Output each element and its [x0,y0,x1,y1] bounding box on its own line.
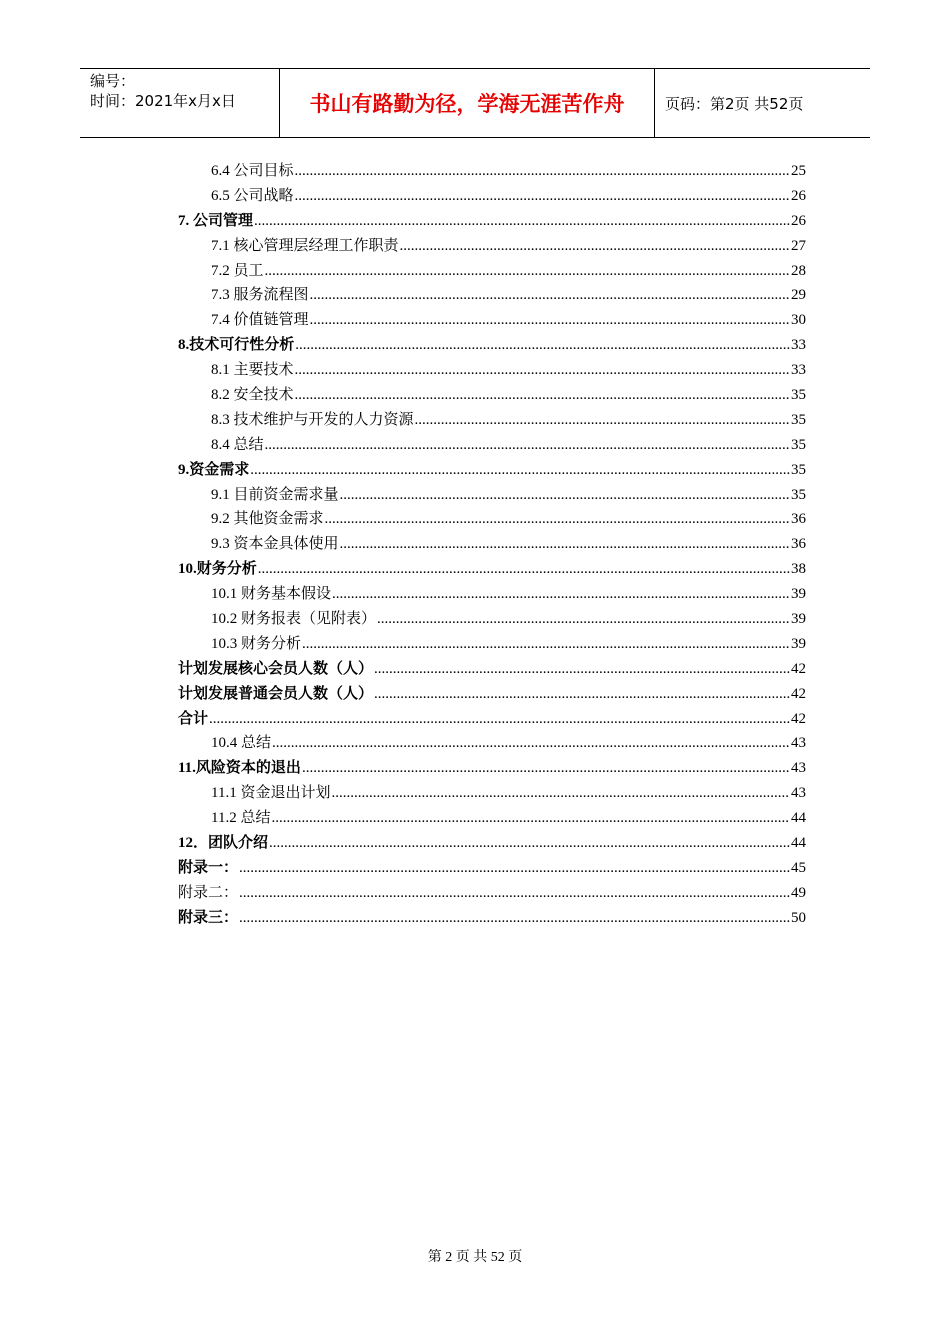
toc-entry-page: 39 [791,635,806,652]
toc-entry[interactable] [178,184,806,209]
toc-entry-title: 7.3 服务流程图 [211,287,309,304]
toc-entry-title: 9.3 资本金具体使用 [211,536,339,553]
toc-entry-page: 30 [791,312,806,329]
toc-entry-title: 附录三： [178,909,239,926]
toc-entry[interactable] [178,781,806,806]
toc-entry-title: 6.5 公司战略 [211,187,294,204]
toc-entry[interactable] [178,507,806,532]
toc-entry[interactable] [178,383,806,408]
toc-entry-page: 35 [791,436,806,453]
toc-entry-page: 29 [791,287,806,304]
document-time-label: 时间：2021年x月x日 [90,92,236,110]
toc-entry-title: 8.技术可行性分析 [178,337,295,354]
toc-entry[interactable] [178,333,806,358]
toc-entry[interactable] [178,707,806,732]
toc-entry-title: 10.2 财务报表（见附表） [211,611,377,628]
toc-entry-page: 25 [791,163,806,179]
toc-leader-dots [295,333,790,358]
toc-entry-page: 39 [791,586,806,603]
toc-entry-page: 26 [791,187,806,204]
toc-entry-page: 49 [791,884,806,901]
page-header [80,68,870,138]
toc-entry[interactable] [178,408,806,433]
toc-entry-title: 附录一： [178,859,239,876]
toc-entry-page: 35 [791,411,806,428]
toc-entry-title: 计划发展核心会员人数（人） [178,660,374,677]
toc-entry[interactable] [178,806,806,831]
toc-entry-page: 42 [791,660,806,677]
header-meta [80,69,280,137]
toc-leader-dots [377,607,790,632]
toc-entry-title: 9.2 其他资金需求 [211,511,324,528]
toc-entry-title: 11.1 资金退出计划 [211,785,331,802]
toc-entry-title: 10.1 财务基本假设 [211,586,332,603]
toc-entry-page: 36 [791,536,806,553]
toc-entry-page: 42 [791,685,806,702]
toc-leader-dots [265,433,790,458]
toc-entry-title: 10.财务分析 [178,561,257,578]
toc-leader-dots [400,234,790,259]
toc-entry-page: 27 [791,237,806,254]
toc-entry-page: 35 [791,486,806,503]
toc-entry-page: 33 [791,362,806,379]
toc-entry-page: 42 [791,710,806,727]
toc-entry-page: 43 [791,760,806,777]
toc-entry-title: 7.1 核心管理层经理工作职责 [211,237,399,254]
toc-entry[interactable] [178,458,806,483]
toc-leader-dots [302,632,790,657]
toc-entry[interactable] [178,283,806,308]
toc-entry[interactable] [178,234,806,259]
toc-entry-page: 26 [791,212,806,229]
toc-entry[interactable] [178,532,806,557]
toc-entry[interactable] [178,731,806,756]
toc-entry[interactable] [178,657,806,682]
toc-entry-title: 6.4 公司目标 [211,163,294,179]
toc-entry-page: 35 [791,387,806,404]
toc-entry-title: 计划发展普通会员人数（人） [178,685,374,702]
toc-entry-title: 10.3 财务分析 [211,635,302,652]
toc-leader-dots [415,408,790,433]
toc-entry-page: 44 [791,810,806,827]
header-motto: 书山有路勤为径，学海无涯苦作舟 [280,69,655,137]
toc-leader-dots [295,383,790,408]
toc-leader-dots [295,184,790,209]
toc-entry[interactable] [178,682,806,707]
toc-entry-title: 7.4 价值链管理 [211,312,309,329]
toc-leader-dots [331,781,790,806]
toc-entry-page: 28 [791,262,806,279]
toc-entry[interactable] [178,433,806,458]
toc-entry[interactable] [178,308,806,333]
toc-entry[interactable] [178,831,806,856]
toc-leader-dots [295,358,790,383]
toc-leader-dots [239,906,790,931]
toc-entry-page: 43 [791,735,806,752]
toc-entry-title: 8.1 主要技术 [211,362,294,379]
toc-entry-page: 50 [791,909,806,926]
toc-leader-dots [332,582,790,607]
document-number-label: 编号： [90,72,136,90]
toc-entry[interactable] [178,259,806,284]
toc-entry[interactable] [178,582,806,607]
toc-entry-page: 38 [791,561,806,578]
toc-entry-title: 7. 公司管理 [178,212,254,229]
toc-entry-title: 12．团队介绍 [178,835,269,852]
page-footer: 第 2 页 共 52 页 [427,1250,523,1265]
toc-entry-title: 7.2 员工 [211,262,264,279]
toc-leader-dots [272,731,790,756]
toc-entry-page: 45 [791,859,806,876]
toc-leader-dots [250,458,790,483]
toc-leader-dots [325,507,790,532]
toc-entry[interactable] [178,209,806,234]
toc-entry-title: 11.2 总结 [211,810,271,827]
toc-leader-dots [269,831,790,856]
toc-leader-dots [239,881,790,906]
toc-entry[interactable] [178,483,806,508]
toc-entry[interactable] [178,881,806,906]
toc-leader-dots [340,532,790,557]
table-of-contents [178,159,806,931]
toc-leader-dots [295,159,790,184]
toc-entry-title: 8.4 总结 [211,436,264,453]
toc-leader-dots [340,483,790,508]
toc-leader-dots [271,806,790,831]
toc-entry-page: 43 [791,785,806,802]
toc-entry[interactable] [178,358,806,383]
toc-entry-title: 9.资金需求 [178,461,250,478]
toc-entry[interactable] [178,607,806,632]
toc-entry-page: 44 [791,835,806,852]
toc-leader-dots [374,657,790,682]
toc-leader-dots [374,682,790,707]
toc-entry[interactable] [178,557,806,582]
toc-entry-page: 39 [791,611,806,628]
toc-leader-dots [265,259,790,284]
toc-entry-title: 10.4 总结 [211,735,272,752]
toc-entry-page: 36 [791,511,806,528]
toc-entry-page: 33 [791,337,806,354]
toc-entry-title: 11.风险资本的退出 [178,760,301,777]
toc-leader-dots [239,856,790,881]
toc-entry-title: 附录二： [178,884,239,901]
toc-leader-dots [258,557,790,582]
toc-entry[interactable] [178,632,806,657]
toc-entry[interactable] [178,159,806,184]
toc-entry[interactable] [178,906,806,931]
toc-entry-title: 8.2 安全技术 [211,387,294,404]
toc-entry[interactable] [178,756,806,781]
toc-entry-title: 合计 [178,710,209,727]
toc-entry[interactable] [178,856,806,881]
toc-leader-dots [302,756,790,781]
toc-leader-dots [209,707,790,732]
toc-entry-title: 8.3 技术维护与开发的人力资源 [211,411,414,428]
header-page-info: 页码：第2页 共52页 [665,94,804,113]
toc-leader-dots [254,209,790,234]
toc-entry-title: 9.1 目前资金需求量 [211,486,339,503]
toc-leader-dots [310,283,790,308]
toc-leader-dots [310,308,790,333]
toc-entry-page: 35 [791,461,806,478]
